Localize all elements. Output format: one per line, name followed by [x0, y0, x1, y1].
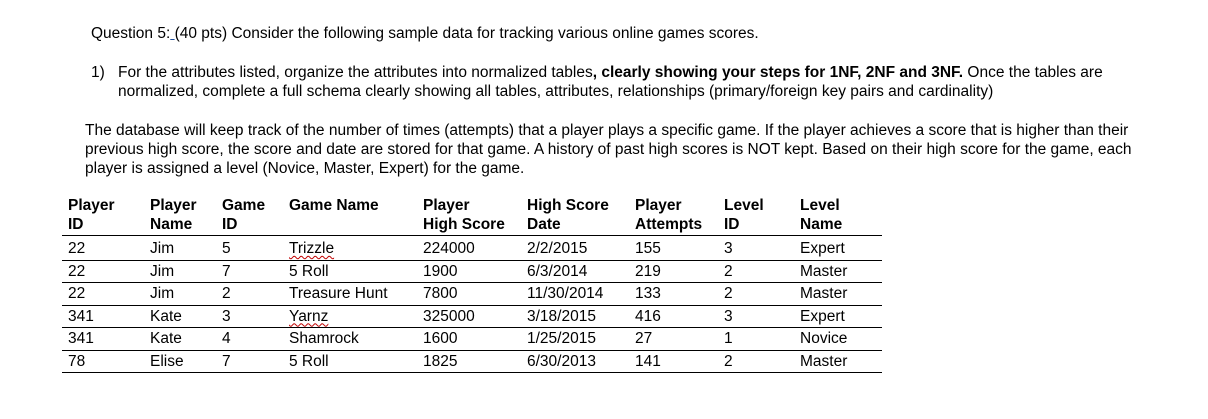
cell-high-score: 7800	[417, 283, 521, 306]
cell-high-score-date: 6/30/2013	[521, 350, 629, 373]
cell-game-id: 7	[216, 260, 283, 283]
item-text	[118, 63, 1178, 101]
col-game-name-header: Game Name	[289, 197, 379, 214]
spellcheck-flagged-word: Yarnz	[289, 307, 329, 325]
cell-level-name: Master	[794, 350, 882, 373]
cell-attempts: 155	[629, 236, 718, 261]
item-text-bold: , clearly showing your steps for 1NF, 2NF and 3NF.	[592, 64, 964, 81]
cell-player-name: Kate	[144, 305, 216, 328]
cell-high-score-date: 11/30/2014	[521, 283, 629, 306]
col-level-name-header: Level Name	[800, 197, 843, 233]
cell-level-name: Expert	[794, 305, 882, 328]
cell-player-name: Jim	[144, 260, 216, 283]
cell-player-id: 78	[62, 350, 144, 373]
cell-player-name: Elise	[144, 350, 216, 373]
cell-high-score: 1900	[417, 260, 521, 283]
table-row	[62, 283, 882, 306]
col-player-id-header: Player ID	[68, 197, 115, 233]
table-row	[62, 305, 882, 328]
cell-level-id: 1	[718, 328, 794, 351]
spellcheck-flagged-word: Trizzle	[289, 240, 335, 257]
cell-high-score: 224000	[417, 236, 521, 261]
table-header-row	[62, 196, 882, 236]
cell-game-id: 7	[216, 350, 283, 373]
cell-high-score-date: 2/2/2015	[521, 236, 629, 261]
cell-player-id: 341	[62, 328, 144, 351]
cell-high-score: 1825	[417, 350, 521, 373]
question-label: Question 5:	[91, 25, 171, 42]
cell-attempts: 141	[629, 350, 718, 373]
cell-high-score-date: 1/25/2015	[521, 328, 629, 351]
cell-level-name: Expert	[794, 236, 882, 261]
cell-player-id: 22	[62, 260, 144, 283]
table-row	[62, 236, 882, 261]
cell-level-id: 2	[718, 350, 794, 373]
cell-player-name: Kate	[144, 328, 216, 351]
cell-high-score-date: 6/3/2014	[521, 260, 629, 283]
cell-player-id: 22	[62, 236, 144, 261]
cell-player-id: 22	[62, 283, 144, 306]
cell-game-id: 3	[216, 305, 283, 328]
cell-attempts: 416	[629, 305, 718, 328]
col-attempts-header: Player Attempts	[635, 197, 703, 233]
cell-game-id: 2	[216, 283, 283, 306]
question-text: (40 pts) Consider the following sample data for tracking various online games scores.	[174, 25, 759, 42]
description-paragraph: The database will keep track of the number of times (attempts) that a player plays a specific game. If the player achieves a score that is higher than their previous high score, the score and date are stored for that game. A history of past high scores is NOT kept. Based on their high score for the game, each player is assigned a level (Novice, Master, Expert) for the game.	[85, 122, 1132, 177]
cell-attempts: 133	[629, 283, 718, 306]
cell-player-id: 341	[62, 305, 144, 328]
table-row	[62, 260, 882, 283]
cell-high-score-date: 3/18/2015	[521, 305, 629, 328]
question-heading	[91, 24, 759, 43]
cell-level-id: 3	[718, 236, 794, 261]
cell-game-name: Shamrock	[283, 328, 417, 351]
col-level-id-header: Level ID	[724, 197, 764, 233]
table-row	[62, 328, 882, 351]
col-player-name-header: Player Name	[150, 197, 197, 233]
item-text-part-a: For the attributes listed, organize the attributes into normalized tables	[118, 64, 593, 81]
cell-game-name: 5 Roll	[283, 350, 417, 373]
cell-level-name: Novice	[794, 328, 882, 351]
cell-high-score: 325000	[417, 305, 521, 328]
cell-attempts: 219	[629, 260, 718, 283]
cell-player-name: Jim	[144, 236, 216, 261]
cell-attempts: 27	[629, 328, 718, 351]
cell-game-id: 4	[216, 328, 283, 351]
item-number: 1)	[91, 64, 105, 81]
cell-player-name: Jim	[144, 283, 216, 306]
cell-level-name: Master	[794, 260, 882, 283]
cell-level-id: 3	[718, 305, 794, 328]
item-text-part-b: Once the tables are normalized, complete a full schema clearly showing all tables, attributes, relationships (primary/foreign key pairs and cardinality)	[118, 64, 1103, 100]
col-game-id-header: Game ID	[222, 197, 266, 233]
cell-level-id: 2	[718, 260, 794, 283]
cell-game-name: Treasure Hunt	[283, 283, 417, 306]
cell-level-name: Master	[794, 283, 882, 306]
cell-game-id: 5	[216, 236, 283, 261]
cell-game-name	[283, 236, 417, 261]
cell-game-name	[283, 305, 417, 328]
sample-data-table	[62, 196, 882, 373]
col-high-score-date-header: High Score Date	[527, 197, 609, 233]
cell-level-id: 2	[718, 283, 794, 306]
cell-game-name: 5 Roll	[283, 260, 417, 283]
cell-high-score: 1600	[417, 328, 521, 351]
table-row	[62, 350, 882, 373]
col-high-score-header: Player High Score	[423, 197, 505, 233]
